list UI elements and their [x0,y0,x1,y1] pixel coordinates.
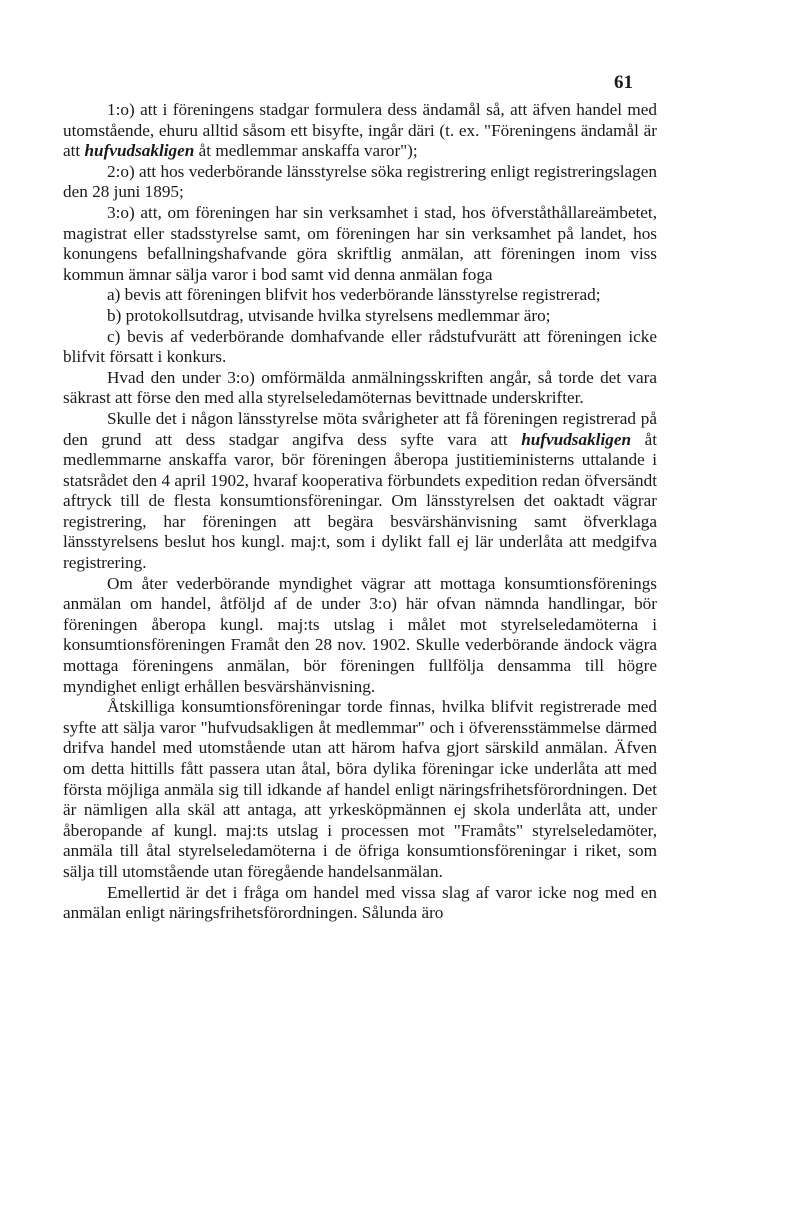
paragraph: b) protokollsutdrag, utvisande hvilka styrelsens medlemmar äro; [107,305,551,325]
page-number: 61 [614,72,633,93]
body-text [63,100,657,924]
paragraph: c) bevis af vederbörande domhafvande eller rådstufvurätt att föreningen icke blifvit försatt i konkurs. [63,326,657,367]
paragraph: Emellertid är det i fråga om handel med vissa slag af varor icke nog med en anmälan enligt näringsfrihetsförordningen. Sålunda äro [63,882,657,923]
paragraph: Hvad den under 3:o) omförmälda anmälningsskriften angår, så torde det vara säkrast att förse den med alla styrelseledamöternas bevittnade underskrifter. [63,367,657,408]
emphasized-term: hufvudsakligen [84,141,195,161]
paragraph: Åtskilliga konsumtionsföreningar torde finnas, hvilka blifvit registrerade med syfte att sälja varor "hufvudsakligen åt medlemmar" och i öfverensstämmelse därmed drifva handel med utomstående utan att härom hafva gjort särskild anmälan. Äfven om detta hittills fått passera utan åtal, böra dylika föreningar icke underlåta att med första möjliga anmäla sig till idkande af handel enligt näringsfrihetsförordningen. Det är nämligen alla skäl att antaga, att yrkesköpmännen ej skola underlåta att, under åberopande af kungl. maj:ts utslag i processen mot "Framåts" styrelseledamöter, anmäla till åtal styrelseledamöterna i de öfriga konsumtionsföreningar i riket, som sälja till utomstående utan föregående handelsanmälan. [63,697,657,881]
paragraph: Om åter vederbörande myndighet vägrar att mottaga konsumtionsförenings anmälan om handel, åtföljd af de under 3:o) här ofvan nämnda handlingar, bör föreningen åberopa kungl. maj:ts utslag i målet mot styrelseledamöterna i konsumtionsföreningen Framåt den 28 nov. 1902. Skulle vederbörande ändock vägra mottaga föreningens anmälan, bör föreningen fullfölja densamma till högre myndighet enligt erhållen besvärshänvisning. [63,573,657,696]
emphasized-term: hufvudsakligen [521,429,632,449]
paragraph: a) bevis att föreningen blifvit hos vederbörande länsstyrelse registrerad; [107,285,601,305]
paragraph: 3:o) att, om föreningen har sin verksamhet i stad, hos öfverståthållareämbetet, magistrat eller stadsstyrelse samt, om föreningen har sin verksamhet på landet, hos konungens befallningshafvande göra skriftlig anmälan, att föreningen inom viss kommun ämnar sälja varor i bod samt vid denna anmälan foga [63,202,657,284]
paragraph: Skulle det i någon länsstyrelse möta svårigheter att få föreningen registrerad på den grund att dess stadgar angifva dess syfte vara att hufvudsakligen åt medlemmarne anskaffa varor, bör föreningen åberopa justitieministerns uttalande i statsrådet den 4 april 1902, hvaraf kooperativa förbundets expedition redan öfversändt aftryck till de flesta konsumtionsföreningar. Om länsstyrelsen det oaktadt vägrar registrering, har föreningen att begära besvärshänvisning samt öfverklaga länsstyrelsens beslut hos kungl. maj:t, som i dylikt fall ej lär underlåta att medgifva registrering. [63,408,657,573]
paragraph: 2:o) att hos vederbörande länsstyrelse söka registrering enligt registreringslagen den 28 juni 1895; [63,161,657,202]
paragraph: 1:o) att i föreningens stadgar formulera dess ändamål så, att äfven handel med utomstående, ehuru alltid såsom ett bisyfte, ingår däri (t. ex. "Föreningens ändamål är att hufvudsakligen åt medlemmar anskaffa varor"); [63,100,657,161]
